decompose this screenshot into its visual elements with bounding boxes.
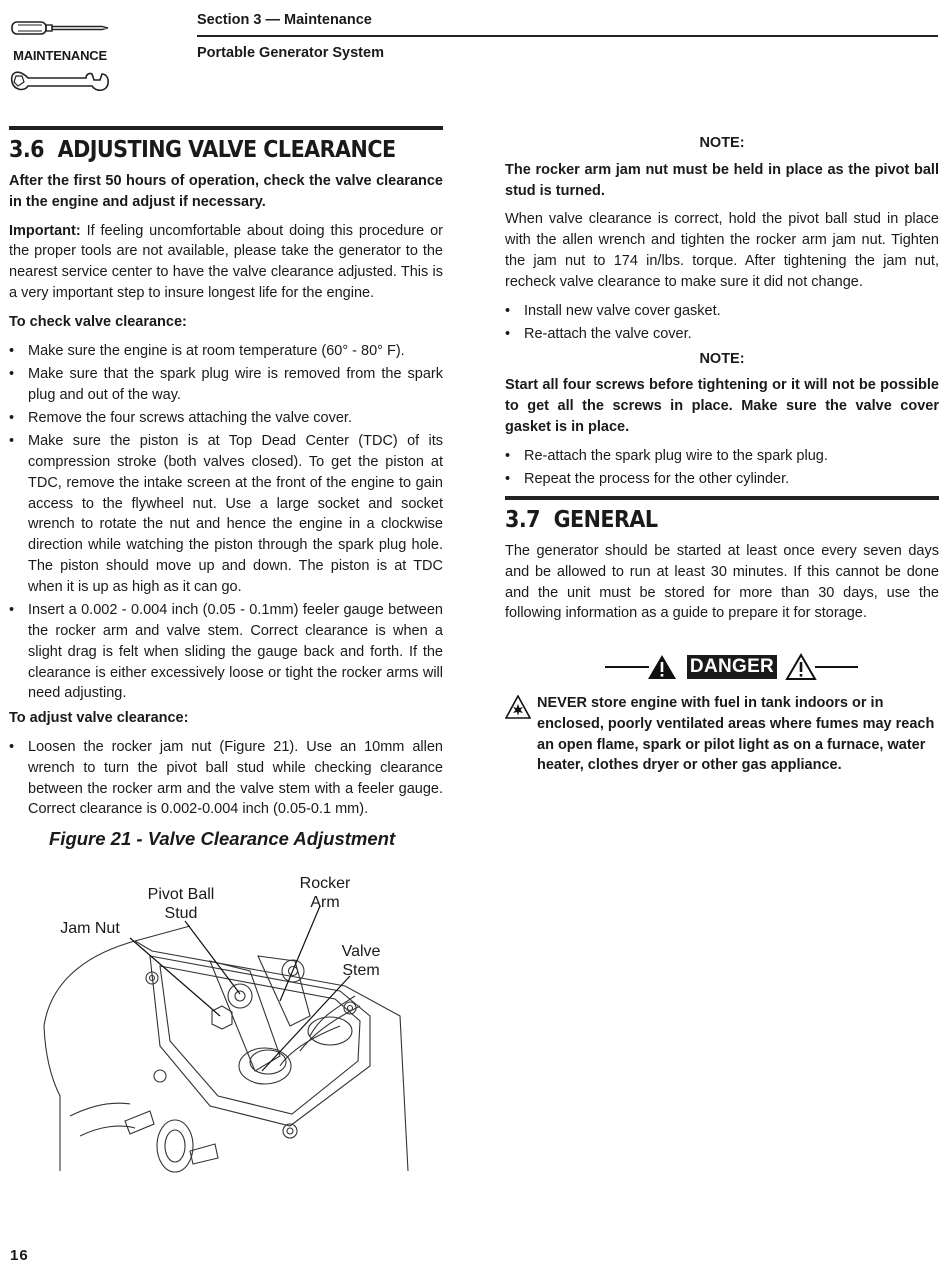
general-paragraph: The generator should be started at least once every seven days and be allowed to run at least 30 minutes. If this cannot be done and the unit must be stored for more than 30 days, use the following information as a guide to prepare it for storage. xyxy=(505,542,939,622)
list-item: • Loosen the rocker jam nut (Figure 21). Use an 10mm allen wrench to turn the pivot ball stud while checking clearance between the rocker arm and the valve stem with a feeler gauge. Correct clearance is 0.002-0.004 inch (0.05-0.1 mm). xyxy=(9,737,443,820)
list-item: • Install new valve cover gasket. xyxy=(505,301,939,322)
danger-text: NEVER store engine with fuel in tank indoors or in enclosed, poorly ventilated areas where fumes may reach an open flame, spark or pilot light as on a furnace, water heater, clothes dryer or other gas appliance. xyxy=(537,695,935,774)
correct-clearance-paragraph: When valve clearance is correct, hold the pivot ball stud in place with the allen wrench and tighten the rocker arm jam nut. Tighten the jam nut to 174 in/lbs. torque. After tightening the jam nut, recheck valve clearance to make sure it did not change. xyxy=(505,211,939,290)
danger-label: DANGER xyxy=(687,655,777,679)
section-rule xyxy=(505,496,939,500)
danger-banner xyxy=(605,652,858,682)
note-label: NOTE: xyxy=(699,350,745,367)
maintenance-logo-label: MAINTENANCE xyxy=(13,48,107,63)
list-item: • Make sure that the spark plug wire is removed from the spark plug and out of the way. xyxy=(9,364,443,406)
check-heading: To check valve clearance: xyxy=(9,313,187,330)
engine-head-illustration xyxy=(40,866,430,1176)
label-jam-nut: Jam Nut xyxy=(60,920,120,937)
final-list xyxy=(505,446,939,490)
header-divider xyxy=(197,35,938,37)
important-label: Important: xyxy=(9,222,81,239)
section-rule xyxy=(9,126,443,130)
important-paragraph xyxy=(9,221,443,304)
cover-list xyxy=(505,301,939,345)
list-item: • Re-attach the spark plug wire to the spark plug. xyxy=(505,446,939,467)
section-number: 3.7 xyxy=(505,506,541,533)
section-3-6-heading xyxy=(9,135,400,165)
check-list xyxy=(9,341,443,705)
section-number: 3.6 xyxy=(9,137,45,163)
label-valve-stem: Valve Stem xyxy=(341,943,381,979)
adjust-list xyxy=(9,737,443,820)
note-text: Start all four screws before tightening or it will not be possible to get all the screws in place. Make sure the valve cover gasket is in place. xyxy=(505,377,939,436)
note-text: The rocker arm jam nut must be held in place as the pivot ball stud is turned. xyxy=(505,161,939,199)
adjust-heading: To adjust valve clearance: xyxy=(9,710,189,727)
left-column xyxy=(9,126,443,824)
valve-clearance-figure xyxy=(40,866,430,1176)
figure-caption: Figure 21 - Valve Clearance Adjustment xyxy=(49,828,396,849)
label-pivot-ball-stud: Pivot Ball Stud xyxy=(147,886,215,922)
important-text: If feeling uncomfortable about doing this procedure or the proper tools are not available, please take the generator to the nearest service center to have the valve clearance adjusted. This is a very important step to insure longest life for the engine. xyxy=(9,222,443,301)
note-label: NOTE: xyxy=(699,135,745,151)
right-column xyxy=(505,126,939,632)
header-product-title: Portable Generator System xyxy=(197,45,384,61)
list-item: • Make sure the engine is at room temperature (60° - 80° F). xyxy=(9,341,443,362)
label-rocker-arm: Rocker Arm xyxy=(299,875,351,911)
section-3-7-heading xyxy=(505,505,896,535)
list-item: • Remove the four screws attaching the valve cover. xyxy=(9,408,443,429)
intro-paragraph: After the first 50 hours of operation, check the valve clearance in the engine and adjust if necessary. xyxy=(9,173,443,210)
section-title: GENERAL xyxy=(553,506,658,533)
list-item: • Insert a 0.002 - 0.004 inch (0.05 - 0.1mm) feeler gauge between the rocker arm and valve stem. Correct clearance is when a slight drag is felt when sliding the gauge back and forth. If the clearance is either excessively loose or tight the rocker arms will need adjusting. xyxy=(9,600,443,704)
section-title: ADJUSTING VALVE CLEARANCE xyxy=(57,137,396,163)
list-item: • Make sure the piston is at Top Dead Center (TDC) of its compression stroke (both valves closed). To get the piston at TDC, remove the intake screen at the front of the engine to gain access to the flywheel nut. Use a large socket and socket wrench to rotate the nut and hence the engine in a clockwise direction while watching the piston through the spark plug hole. The piston should move up and down. The piston is at TDC when it is up as high as it can go. xyxy=(9,431,443,597)
explosion-hazard-icon xyxy=(505,695,531,719)
header-section-title: Section 3 — Maintenance xyxy=(197,12,372,28)
list-item: • Repeat the process for the other cylinder. xyxy=(505,469,939,490)
list-item: • Re-attach the valve cover. xyxy=(505,324,939,345)
page-number: 16 xyxy=(10,1247,29,1264)
